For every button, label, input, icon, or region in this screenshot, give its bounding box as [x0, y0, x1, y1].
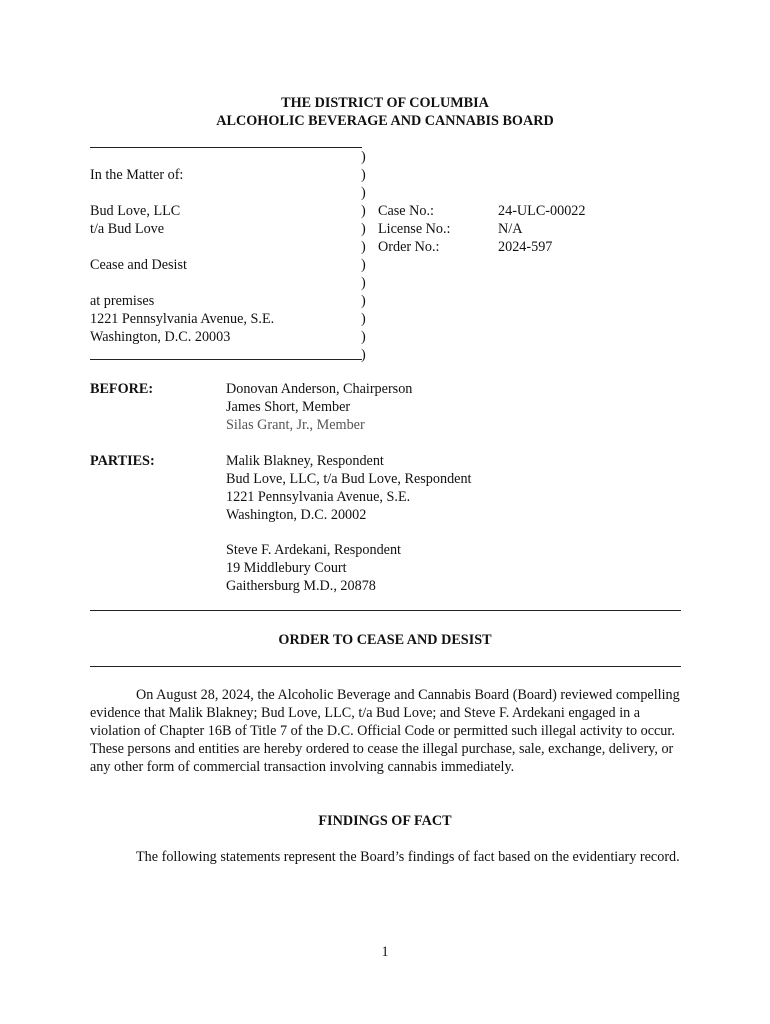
agency-line-2: ALCOHOLIC BEVERAGE AND CANNABIS BOARD	[216, 113, 554, 129]
order-no-label: Order No.:	[378, 239, 440, 255]
license-no-value: N/A	[498, 221, 523, 237]
caption-paren: )	[361, 293, 366, 309]
respondent-name: Bud Love, LLC	[90, 203, 181, 219]
premises-address-line-1: 1221 Pennsylvania Avenue, S.E.	[90, 311, 275, 327]
intro-paragraph-text: On August 28, 2024, the Alcoholic Beverage and Cannabis Board (Board) reviewed compelling evidence that Malik Blakney; Bud Love, LLC, t/a Bud Love; and Steve F. Ardekani engaged in a violation of Chapter 16B of Title 7 of the D.C. Official Code or permitted such illegal activity to occur. These persons and entities are hereby ordered to cease the illegal purchase, sale, exchange, delivery, or any other form of commercial transaction involving cannabis immediately.	[90, 687, 680, 775]
party-line: Steve F. Ardekani, Respondent	[226, 542, 402, 558]
caption-paren: )	[361, 275, 366, 291]
action-type: Cease and Desist	[90, 257, 187, 273]
caption-paren: )	[361, 185, 366, 201]
board-member: Silas Grant, Jr., Member	[226, 417, 365, 433]
caption-paren: )	[361, 221, 366, 237]
caption-top-rule	[90, 147, 362, 148]
premises-label: at premises	[90, 293, 155, 309]
caption-paren: )	[361, 329, 366, 345]
findings-paragraph-text: The following statements represent the Board’s findings of fact based on the evidentiary record.	[136, 849, 680, 865]
caption-paren: )	[361, 257, 366, 273]
board-member: Donovan Anderson, Chairperson	[226, 381, 413, 397]
caption-paren: )	[361, 149, 366, 165]
before-label: BEFORE:	[90, 381, 154, 397]
party-line: 1221 Pennsylvania Avenue, S.E.	[226, 489, 411, 505]
findings-paragraph	[90, 848, 680, 866]
caption-paren: )	[361, 311, 366, 327]
findings-heading: FINDINGS OF FACT	[318, 813, 452, 829]
matter-label: In the Matter of:	[90, 167, 184, 183]
case-no-label: Case No.:	[378, 203, 434, 219]
board-member: James Short, Member	[226, 399, 351, 415]
caption-paren: )	[361, 347, 366, 363]
order-title: ORDER TO CEASE AND DESIST	[278, 632, 492, 648]
page-number: 1	[381, 944, 389, 960]
caption-bottom-rule	[90, 359, 362, 360]
party-line: Gaithersburg M.D., 20878	[226, 578, 376, 594]
caption-paren: )	[361, 239, 366, 255]
caption-paren: )	[361, 167, 366, 183]
intro-paragraph	[90, 686, 680, 776]
title-bottom-rule	[90, 666, 681, 667]
parties-label: PARTIES:	[90, 453, 155, 469]
agency-line-1: THE DISTRICT OF COLUMBIA	[281, 95, 489, 111]
party-line: 19 Middlebury Court	[226, 560, 347, 576]
trade-name: t/a Bud Love	[90, 221, 165, 237]
title-top-rule	[90, 610, 681, 611]
party-line: Bud Love, LLC, t/a Bud Love, Respondent	[226, 471, 472, 487]
premises-address-line-2: Washington, D.C. 20003	[90, 329, 231, 345]
license-no-label: License No.:	[378, 221, 451, 237]
case-no-value: 24-ULC-00022	[498, 203, 586, 219]
order-no-value: 2024-597	[498, 239, 553, 255]
caption-paren: )	[361, 203, 366, 219]
party-line: Malik Blakney, Respondent	[226, 453, 384, 469]
party-line: Washington, D.C. 20002	[226, 507, 367, 523]
